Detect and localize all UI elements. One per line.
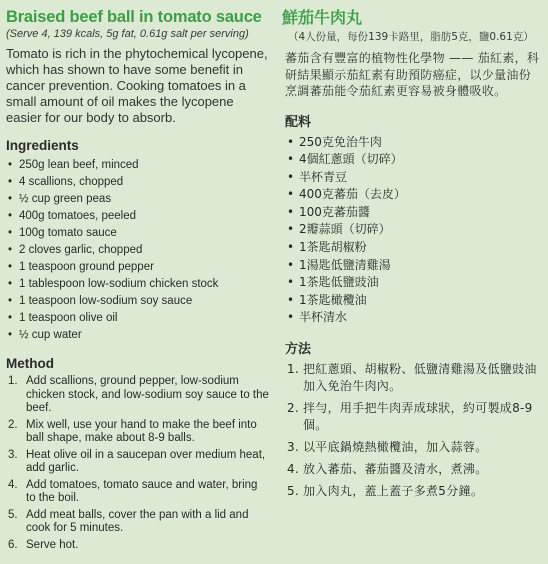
- ingredient-item: • 100g tomato sauce: [6, 225, 270, 242]
- step-text: Mix well, use your hand to make the beef into ball shape, make about 8-9 balls.: [26, 418, 257, 444]
- ingredients-heading-en: Ingredients: [6, 138, 79, 153]
- method-step: [6, 509, 270, 536]
- step-text: 把紅蔥頭、胡椒粉、低鹽清雞湯及低鹽豉油加入免治牛肉內。: [303, 362, 537, 394]
- step-number: 1.: [8, 375, 18, 387]
- ingredient-item: • 半杯青豆: [285, 169, 542, 187]
- step-number: 3.: [8, 448, 18, 461]
- method-step: [285, 439, 542, 456]
- method-step: [285, 483, 542, 500]
- serving-info-en: (Serve 4, 139 kcals, 5g fat, 0.61g salt per serving): [6, 28, 249, 40]
- method-step: [285, 400, 542, 434]
- step-number: 3.: [287, 440, 300, 455]
- ingredient-item: • 1茶匙低鹽豉油: [285, 274, 542, 292]
- ingredient-item: • 250克免治牛肉: [285, 134, 542, 152]
- ingredient-item: • 1 teaspoon low-sodium soy sauce: [6, 293, 270, 310]
- recipe-title-en: Braised beef ball in tomato sauce: [6, 8, 262, 26]
- method-step: [6, 479, 270, 506]
- method-heading-en: Method: [6, 356, 54, 371]
- ingredient-item: • 1 tablespoon low-sodium chicken stock: [6, 276, 270, 293]
- ingredients-list-en: [6, 157, 270, 344]
- ingredient-item: • 2 cloves garlic, chopped: [6, 242, 270, 259]
- method-step: [6, 419, 270, 446]
- step-text: 拌勻，用手把牛肉弄成球狀，約可製成8-9個。: [303, 401, 533, 433]
- ingredient-item: • 100克蕃茄醬: [285, 204, 542, 222]
- ingredient-item: • 400g tomatoes, peeled: [6, 208, 270, 225]
- ingredient-item: • 1 teaspoon ground pepper: [6, 259, 270, 276]
- method-list-zh: [280, 361, 542, 500]
- method-list-en: [6, 375, 270, 552]
- step-number: 4.: [287, 462, 300, 477]
- step-text: Add tomatoes, tomato sauce and water, bring to the boil.: [26, 478, 258, 504]
- ingredient-item: • 1湯匙低鹽清雞湯: [285, 257, 542, 275]
- step-text: Heat olive oil in a saucepan over medium heat, add garlic.: [26, 448, 266, 474]
- step-number: 6.: [8, 538, 18, 551]
- method-step: [6, 449, 270, 476]
- step-number: 4.: [8, 478, 18, 491]
- ingredient-item: • ½ cup green peas: [6, 191, 270, 208]
- step-number: 5.: [287, 484, 300, 499]
- ingredient-item: • 1茶匙橄欖油: [285, 292, 542, 310]
- intro-text-zh: 蕃茄含有豐富的植物性化學物 —— 茄紅素，科研結果顯示茄紅素有助預防癌症，以少量油份烹調蕃茄能令茄紅素更容易被身體吸收。: [285, 51, 540, 98]
- step-text: 以平底鍋燒熱橄欖油，加入蒜蓉。: [303, 440, 488, 455]
- ingredient-item: • 400克蕃茄（去皮）: [285, 186, 542, 204]
- ingredient-item: • ½ cup water: [6, 327, 270, 344]
- step-number: 1.: [287, 362, 300, 377]
- method-step: [6, 539, 270, 553]
- ingredients-list-zh: [280, 134, 542, 328]
- method-heading-zh: 方法: [285, 342, 312, 358]
- ingredient-item: • 1 teaspoon olive oil: [6, 310, 270, 327]
- method-step: [285, 461, 542, 478]
- step-number: 2.: [8, 418, 18, 431]
- step-text: Add meat balls, cover the pan with a lid and cook for 5 minutes.: [26, 508, 249, 534]
- ingredient-item: • 2瓣蒜頭（切碎）: [285, 221, 542, 239]
- step-number: 5.: [8, 508, 18, 521]
- step-text: 加入肉丸，蓋上蓋子多煮5分鐘。: [303, 484, 484, 499]
- chinese-column: [278, 0, 546, 505]
- ingredient-item: • 4 scallions, chopped: [6, 174, 270, 191]
- step-number: 2.: [287, 401, 300, 416]
- method-step: [285, 361, 542, 395]
- step-text: Serve hot.: [26, 538, 79, 551]
- english-column: [0, 0, 270, 555]
- method-step: [6, 375, 270, 416]
- intro-text-en: Tomato is rich in the phytochemical lycopene, which has shown to have some benefit in cancer prevention. Cooking tomatoes in a small amount of oil makes the lycopene easier for our body to absorb.: [6, 46, 268, 125]
- step-text: Add scallions, ground pepper, low-sodium chicken stock, and low-sodium soy sauce to the beef.: [26, 375, 269, 414]
- recipe-title-zh: 鮮茄牛肉丸: [282, 8, 363, 27]
- serving-info-zh: （4人份量，每份139卡路里，脂肪5克，鹽0.61克）: [288, 31, 534, 43]
- ingredient-item: • 1茶匙胡椒粉: [285, 239, 542, 257]
- step-text: 放入蕃茄、蕃茄醬及清水，煮沸。: [303, 462, 488, 477]
- ingredients-heading-zh: 配料: [285, 114, 312, 130]
- ingredient-item: • 4個紅蔥頭（切碎）: [285, 151, 542, 169]
- ingredient-item: • 250g lean beef, minced: [6, 157, 270, 174]
- ingredient-item: • 半杯清水: [285, 309, 542, 327]
